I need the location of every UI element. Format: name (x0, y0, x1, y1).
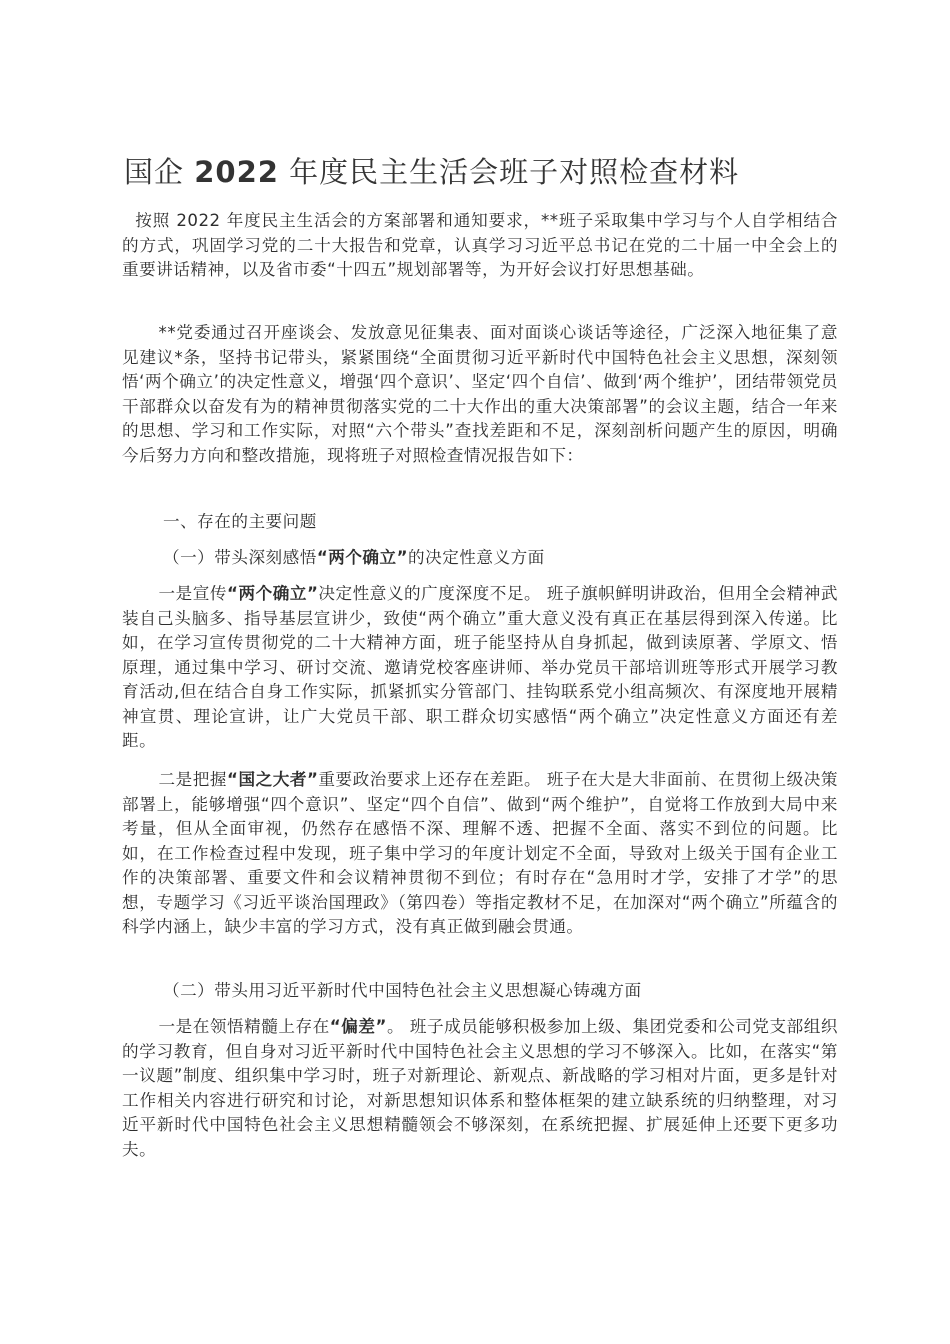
issue-2-quote: “国之大者” (227, 770, 319, 789)
issue-2-lead: 二是把握 (158, 770, 228, 789)
issue-1-quote: “两个确立” (227, 584, 319, 603)
issue-1-lead-end: 决定性意义的广度深度不足。 (318, 584, 542, 603)
title-prefix: 国企 (124, 155, 185, 189)
issue-3-lead-end: 。 (386, 1017, 405, 1036)
title-year: 2022 (194, 155, 279, 189)
subsection-heading-1 (163, 546, 545, 570)
issue-1-lead: 一是宣传 (158, 584, 228, 603)
title-suffix: 年度民主生活会班子对照检查材料 (289, 155, 740, 189)
issue-1-body: 班子旗帜鲜明讲政治，但用全会精神武装自己头脑多、指导基层宣讲少，致使“两个确立”重大意义没有真正在基层得到深入传递。比如，在学习宣传贯彻党的二十大精神方面，班子能坚持从自身抓起，做到读原著、学原文、悟原理，通过集中学习、研讨交流、邀请党校客座讲师、举办党员干部培训班等形式开展学习教育活动,但在结合自身工作实际，抓紧抓实分管部门、挂钩联系党小组高频次、有深度地开展精神宣贯、理论宣讲，让广大党员干部、职工群众切实感悟“两个确立”决定性意义方面还有差距。 (122, 584, 839, 750)
issue-2-body: 班子在大是大非面前、在贯彻上级决策部署上，能够增强“四个意识”、坚定“四个自信”、做到“两个维护”，自觉将工作放到大局中来考量，但从全面审视，仍然存在感悟不深、理解不透、把握不全面、落实不到位的问题。比如，在工作检查过程中发现，班子集中学习的年度计划定不全面，导致对上级关于国有企业工作的决策部署、重要文件和会议精神贯彻不到位；有时存在“急用时才学，安排了才学”的思想，专题学习《习近平谈治国理政》（第四卷）等指定教材不足，在加深对“两个确立”所蕴含的科学内涵上，缺少丰富的学习方式，没有真正做到融会贯通。 (122, 770, 839, 936)
subsection-heading-2: （二）带头用习近平新时代中国特色社会主义思想凝心铸魂方面 (163, 981, 642, 1000)
issue-3-quote: “偏差” (329, 1017, 387, 1036)
meeting-theme-paragraph: **党委通过召开座谈会、发放意见征集表、面对面谈心谈话等途径，广泛深入地征集了意见建议*条，坚持书记带头，紧紧围绕“全面贯彻习近平新时代中国特色社会主义思想，深刻领悟‘两个确立’的决定性意义，增强‘四个意识’、坚定‘四个自信’、做到‘两个维护’，团结带领党员干部群众以奋发有为的精神贯彻落实党的二十大作出的重大决策部署”的会议主题，结合一年来的思想、学习和工作实际，对照“六个带头”查找差距和不足，深刻剖析问题产生的原因，明确今后努力方向和整改措施，现将班子对照检查情况报告如下： (122, 323, 838, 465)
section-heading-main-problems: 一、存在的主要问题 (163, 512, 317, 531)
issue-3-lead: 一是在领悟精髓上存在 (158, 1017, 330, 1036)
issue-paragraph-2 (122, 768, 838, 940)
subsection-1-quote: “两个确立” (316, 548, 409, 567)
subsection-1-prefix: （一）带头深刻感悟 (163, 548, 317, 567)
subsection-1-suffix: 的决定性意义方面 (408, 548, 545, 567)
issue-3-body: 班子成员能够积极参加上级、集团党委和公司党支部组织的学习教育，但自身对习近平新时代中国特色社会主义思想的学习不够深入。比如，在落实“第一议题”制度、组织集中学习时，班子对新理论、新观点、新战略的学习相对片面，更多是针对工作相关内容进行研究和讨论，对新思想知识体系和整体框架的建立缺系统的归纳整理，对习近平新时代中国特色社会主义思想精髓领会不够深刻，在系统把握、扩展延伸上还要下更多功夫。 (122, 1017, 839, 1159)
issue-paragraph-3 (122, 1015, 838, 1162)
issue-2-lead-end: 重要政治要求上还存在差距。 (318, 770, 542, 789)
document-title (124, 150, 844, 194)
intro-paragraph: 按照 2022 年度民主生活会的方案部署和通知要求，**班子采取集中学习与个人自学相结合的方式，巩固学习党的二十大报告和党章，认真学习习近平总书记在党的二十届一中全会上的重要讲话精神，以及省市委“十四五”规划部署等，为开好会议打好思想基础。 (122, 211, 838, 279)
issue-paragraph-1 (122, 582, 838, 754)
